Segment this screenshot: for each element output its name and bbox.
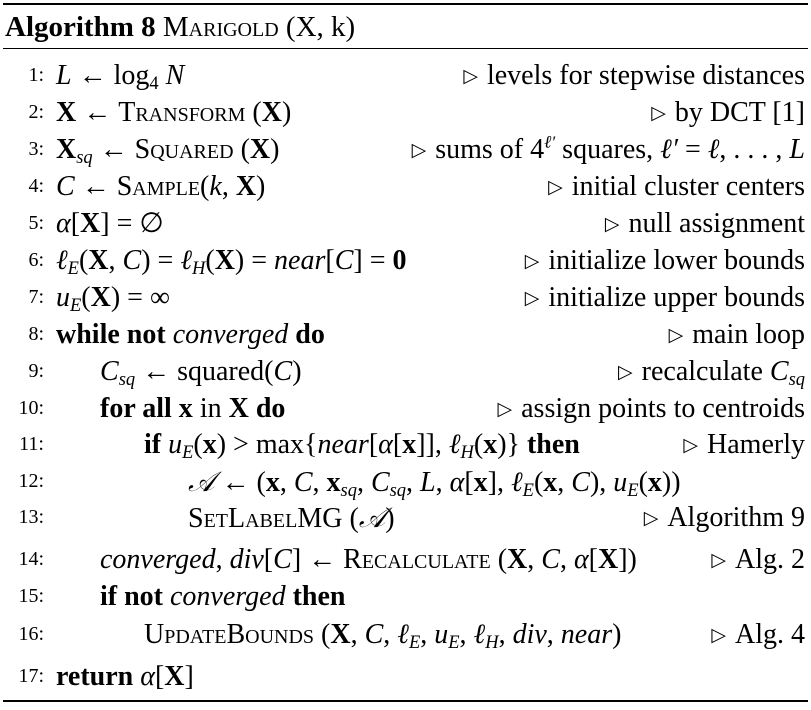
line-comment: ▷ initial cluster centers <box>548 168 805 206</box>
line-number: 8: <box>28 323 44 345</box>
line-comment: ▷ initialize lower bounds <box>525 242 805 280</box>
line-code: UpdateBounds (X, C, ℓ$_E$, $u_E$, ℓ$_H$, div, near) <box>144 619 622 653</box>
algorithm-line <box>0 168 811 205</box>
line-number: 4: <box>28 175 44 197</box>
line-number: 3: <box>28 138 44 160</box>
line-comment: ▷ recalculate $C_{sq}$ <box>618 356 805 390</box>
comment-triangle-icon: ▷ <box>711 550 726 571</box>
algorithm-line <box>0 131 811 168</box>
algorithm-line <box>0 541 811 578</box>
line-number: 13: <box>18 506 44 528</box>
comment-triangle-icon: ▷ <box>524 288 540 309</box>
bottom-rule <box>3 700 808 702</box>
line-number: 16: <box>18 623 44 645</box>
line-code: L ← $\log_4 N$ <box>56 60 185 94</box>
line-number: 2: <box>28 101 44 123</box>
line-code: C ← Sample(k, X) <box>56 171 266 202</box>
line-code: return α[X] <box>56 661 194 692</box>
line-code: ℓ$_E$(X, C) = ℓ$_H$(X) = near[C] = 0 <box>56 245 407 279</box>
top-rule <box>3 3 808 5</box>
algorithm-line <box>0 578 811 615</box>
algorithm-line <box>0 353 811 390</box>
line-code: converged, div[C] ← Recalculate (X, C, α[X]) <box>100 544 637 575</box>
algorithm-args: (X, k) <box>285 11 356 43</box>
algorithm-label: Algorithm 8 <box>5 11 156 43</box>
line-comment: ▷ levels for stepwise distances <box>463 57 805 95</box>
line-number: 15: <box>18 585 44 607</box>
algorithm-line <box>0 242 811 279</box>
algorithm-line <box>0 205 811 242</box>
line-number: 12: <box>18 470 44 492</box>
line-comment: ▷ initialize upper bounds <box>525 279 805 317</box>
comment-triangle-icon: ▷ <box>651 103 666 124</box>
algorithm-line <box>0 279 811 316</box>
comment-triangle-icon: ▷ <box>463 66 478 87</box>
title-rule <box>3 48 808 49</box>
comment-triangle-icon: ▷ <box>668 325 684 346</box>
algorithm-line <box>0 616 811 653</box>
comment-triangle-icon: ▷ <box>548 177 563 198</box>
line-code: α[X] = ∅ <box>56 208 164 239</box>
comment-triangle-icon: ▷ <box>643 508 659 529</box>
comment-triangle-icon: ▷ <box>711 625 726 646</box>
line-number: 17: <box>18 665 44 687</box>
line-comment: ▷ by DCT [1] <box>651 94 805 132</box>
algorithm-line <box>0 316 811 353</box>
line-number: 7: <box>28 286 44 308</box>
algorithm-line <box>0 94 811 131</box>
line-comment: ▷ Hamerly <box>683 426 805 464</box>
line-number: 6: <box>28 249 44 271</box>
algorithm-line <box>0 426 811 463</box>
line-code: $X_{sq}$ ← Squared (X) <box>56 134 280 168</box>
line-code: while not converged do <box>56 319 325 350</box>
comment-triangle-icon: ▷ <box>604 214 620 235</box>
line-number: 10: <box>18 397 44 419</box>
line-code: SetLabelMG (𝒜) <box>188 501 395 534</box>
line-code: $u_E(X)$ = ∞ <box>56 282 170 316</box>
line-code: if $u_E(x)$ > max{near[α[x]], ℓ$_H$(x)} then <box>144 429 580 463</box>
line-number: 14: <box>18 548 44 570</box>
algorithm-line <box>0 499 811 536</box>
line-comment: ▷ sums of $4^{\ell'}$ squares, ℓ′ = ℓ, . . . , L <box>412 131 805 169</box>
comment-triangle-icon: ▷ <box>524 251 540 272</box>
line-code: for all x in X do <box>100 393 286 424</box>
line-comment: ▷ Alg. 4 <box>711 616 805 654</box>
line-code: $C_{sq}$ ← squared(C) <box>100 356 302 390</box>
algorithm-line <box>0 390 811 427</box>
line-number: 9: <box>28 360 44 382</box>
line-comment: ▷ Algorithm 9 <box>644 499 805 537</box>
line-comment: ▷ assign points to centroids <box>498 390 806 428</box>
algorithm-title <box>5 9 355 45</box>
algorithm-line <box>0 658 811 695</box>
line-comment: ▷ null assignment <box>605 205 805 243</box>
line-code: if not converged then <box>100 581 346 612</box>
algorithm-line <box>0 463 811 500</box>
algorithm-line <box>0 57 811 94</box>
comment-triangle-icon: ▷ <box>618 362 633 383</box>
line-number: 11: <box>19 433 44 455</box>
line-comment: ▷ main loop <box>669 316 805 354</box>
comment-triangle-icon: ▷ <box>683 435 699 456</box>
line-number: 5: <box>28 212 44 234</box>
line-code: 𝒜 ← (x, C, $x_{sq}$, $C_{sq}$, L, α[x], ℓ$_E$(x, C), $u_E(x)$) <box>188 465 681 501</box>
comment-triangle-icon: ▷ <box>411 140 427 161</box>
line-comment: ▷ Alg. 2 <box>711 541 805 579</box>
line-number: 1: <box>28 64 44 86</box>
algorithm-name: Marigold <box>162 11 279 43</box>
line-code: X ← Transform (X) <box>56 97 292 128</box>
comment-triangle-icon: ▷ <box>497 399 513 420</box>
